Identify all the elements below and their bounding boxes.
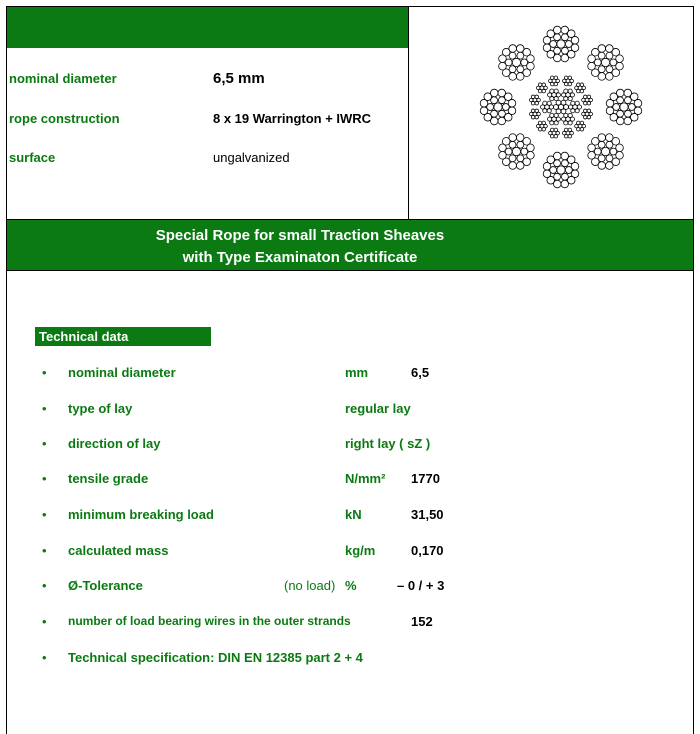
row-value: 31,50 bbox=[411, 507, 444, 522]
prop-value-surface: ungalvanized bbox=[213, 150, 290, 165]
bullet-icon: • bbox=[42, 650, 47, 665]
prop-label-surface: surface bbox=[9, 150, 56, 165]
tech-row-diameter bbox=[0, 365, 700, 383]
header-green-bar bbox=[7, 7, 408, 48]
row-value: 0,170 bbox=[411, 543, 444, 558]
row-unit: kg/m bbox=[345, 543, 376, 558]
technical-data-heading: Technical data bbox=[35, 327, 211, 346]
row-label: tensile grade bbox=[68, 471, 149, 486]
bullet-icon: • bbox=[42, 507, 47, 522]
row-label: minimum breaking load bbox=[68, 507, 214, 522]
row-unit: regular lay bbox=[345, 401, 411, 416]
bullet-icon: • bbox=[42, 543, 47, 558]
title-bar bbox=[7, 220, 693, 270]
row-value: 1770 bbox=[411, 471, 440, 486]
prop-label-diameter: nominal diameter bbox=[9, 71, 117, 86]
row-label: Ø-Tolerance bbox=[68, 578, 143, 593]
row-unit: N/mm² bbox=[345, 471, 386, 486]
title-line-2: with Type Examinaton Certificate bbox=[182, 249, 418, 266]
row-value: 152 bbox=[411, 614, 433, 629]
row-label: calculated mass bbox=[68, 543, 169, 558]
tech-row-mass bbox=[0, 543, 700, 561]
tech-row-type-of-lay bbox=[0, 401, 700, 419]
wire-rope-cross-section-icon bbox=[470, 16, 652, 198]
row-label: type of lay bbox=[68, 401, 133, 416]
row-value: 6,5 bbox=[411, 365, 430, 380]
row-unit: % bbox=[345, 578, 357, 593]
row-label: number of load bearing wires in the outer strands bbox=[68, 614, 351, 628]
tech-row-specification bbox=[0, 650, 700, 668]
prop-value-construction: 8 x 19 Warrington + IWRC bbox=[213, 111, 372, 126]
tech-row-tensile-grade bbox=[0, 471, 700, 489]
row-label: nominal diameter bbox=[68, 365, 176, 380]
prop-value-diameter: 6,5 mm bbox=[213, 70, 265, 87]
tech-row-breaking-load bbox=[0, 507, 700, 525]
tech-row-tolerance bbox=[0, 578, 700, 596]
tech-row-load-bearing-wires bbox=[0, 614, 700, 632]
row-note: (no load) bbox=[284, 578, 336, 593]
bullet-icon: • bbox=[42, 436, 47, 451]
row-unit: mm bbox=[345, 365, 369, 380]
bullet-icon: • bbox=[42, 401, 47, 416]
frame-title-bottom bbox=[6, 270, 694, 271]
frame-divider bbox=[408, 6, 409, 220]
row-unit: kN bbox=[345, 507, 362, 522]
bullet-icon: • bbox=[42, 614, 47, 629]
row-unit: right lay ( sZ ) bbox=[345, 436, 431, 451]
bullet-icon: • bbox=[42, 578, 47, 593]
row-value: – 0 / + 3 bbox=[397, 578, 445, 593]
bullet-icon: • bbox=[42, 471, 47, 486]
bullet-icon: • bbox=[42, 365, 47, 380]
title-line-1: Special Rope for small Traction Sheaves bbox=[155, 227, 445, 244]
row-label: Technical specification: DIN EN 12385 part 2 + 4 bbox=[68, 650, 363, 665]
prop-label-construction: rope construction bbox=[9, 111, 120, 126]
row-label: direction of lay bbox=[68, 436, 161, 451]
tech-row-direction-of-lay bbox=[0, 436, 700, 454]
